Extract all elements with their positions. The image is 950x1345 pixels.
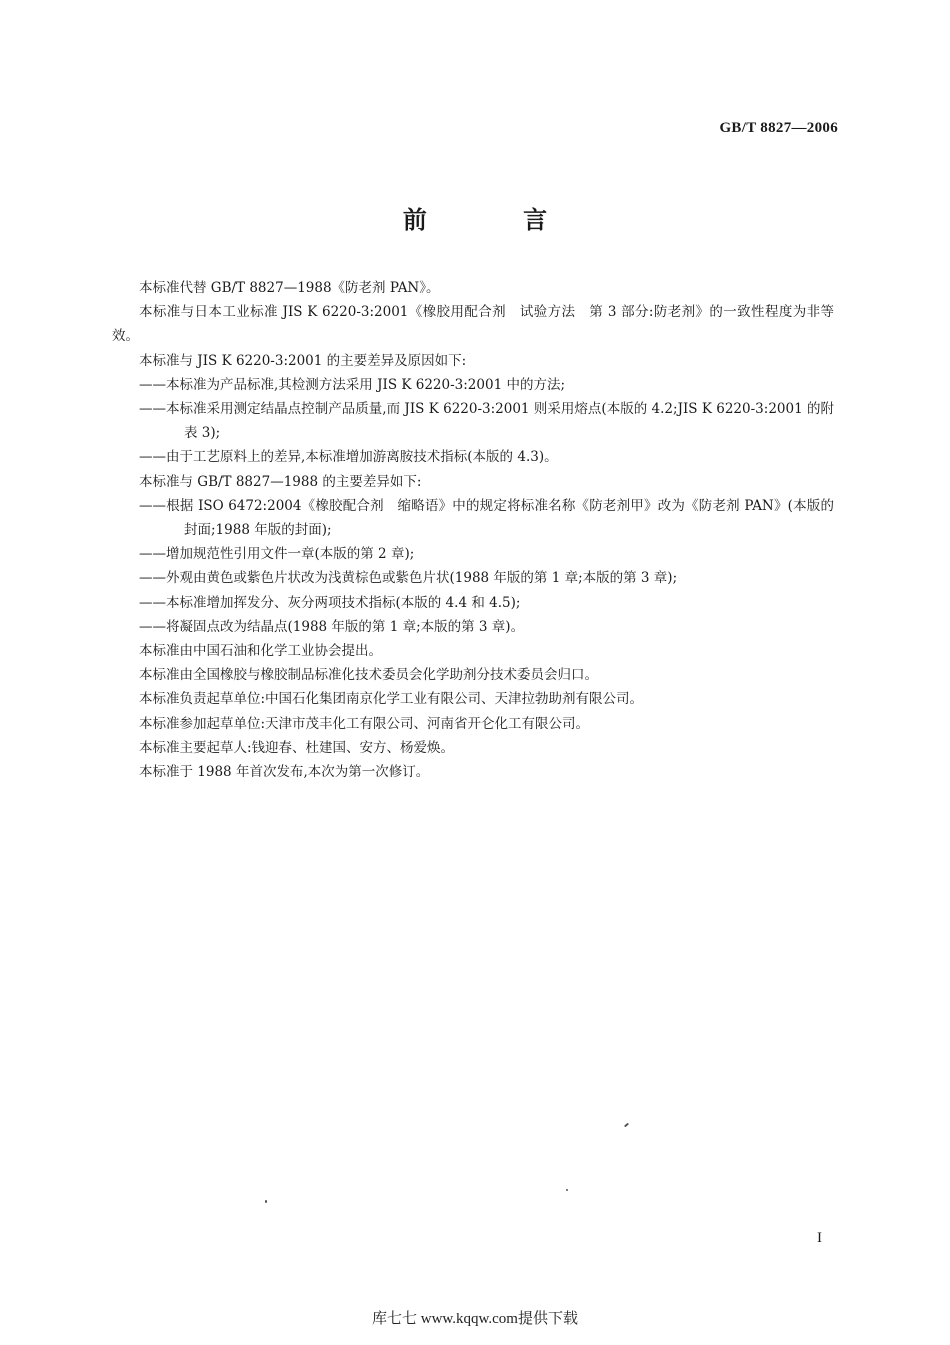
paragraph-history: 本标准于 1988 年首次发布,本次为第一次修订。 <box>139 764 430 781</box>
paragraph-replaces: 本标准代替 GB/T 8827—1988《防老剂 PAN》。 <box>139 280 440 296</box>
paragraph-jis-differences: 本标准与 JIS K 6220-3:2001 的主要差异及原因如下: <box>139 352 467 369</box>
scan-speck <box>624 1123 629 1128</box>
paragraph-consistency: 本标准与日本工业标准 JIS K 6220-3:2001《橡胶用配合剂 试验方法 第 3 部分:防老剂》的一致性程度为非等效。 <box>112 304 834 345</box>
list-item: ——增加规范性引用文件一章(本版的第 2 章); <box>139 546 415 563</box>
list-item: ——将凝固点改为结晶点(1988 年版的第 1 章;本版的第 3 章)。 <box>139 618 525 635</box>
paragraph-main-authors: 本标准主要起草人:钱迎春、杜建国、安方、杨爱焕。 <box>139 739 455 756</box>
paragraph-lead-drafters: 本标准负责起草单位:中国石化集团南京化学工业有限公司、天津拉勃助剂有限公司。 <box>139 691 644 708</box>
list-item: ——由于工艺原料上的差异,本标准增加游离胺技术指标(本版的 4.3)。 <box>139 449 558 466</box>
scan-speck <box>265 1200 267 1203</box>
scan-speck <box>566 1189 568 1191</box>
list-item: ——本标准增加挥发分、灰分两项技术指标(本版的 4.4 和 4.5); <box>139 594 521 611</box>
list-item: ——外观由黄色或紫色片状改为浅黄棕色或紫色片状(1988 年版的第 1 章;本版的第 3 章); <box>139 570 678 587</box>
paragraph-proposer: 本标准由中国石油和化学工业协会提出。 <box>139 643 382 660</box>
paragraph-gbt-differences: 本标准与 GB/T 8827—1988 的主要差异如下: <box>139 473 422 490</box>
standard-code: GB/T 8827—2006 <box>719 120 838 136</box>
list-item: ——根据 ISO 6472:2004《橡胶配合剂 缩略语》中的规定将标准名称《防老剂甲》改为《防老剂 PAN》(本版的封面;1988 年版的封面); <box>139 497 834 539</box>
paragraph-participating-drafters: 本标准参加起草单位:天津市茂丰化工有限公司、河南省开仑化工有限公司。 <box>139 715 590 732</box>
page-title: 前 言 <box>402 206 592 234</box>
list-item: ——本标准为产品标准,其检测方法采用 JIS K 6220-3:2001 中的方法; <box>139 376 565 393</box>
list-item: ——本标准采用测定结晶点控制产品质量,而 JIS K 6220-3:2001 则采用熔点(本版的 4.2;JIS K 6220-3:2001 的附表 3); <box>139 401 834 442</box>
foreword-body <box>112 276 834 784</box>
paragraph-committee: 本标准由全国橡胶与橡胶制品标准化技术委员会化学助剂分技术委员会归口。 <box>139 667 598 684</box>
page-number: I <box>817 1230 822 1246</box>
download-footer: 库七七 www.kqqw.com提供下载 <box>372 1311 578 1327</box>
